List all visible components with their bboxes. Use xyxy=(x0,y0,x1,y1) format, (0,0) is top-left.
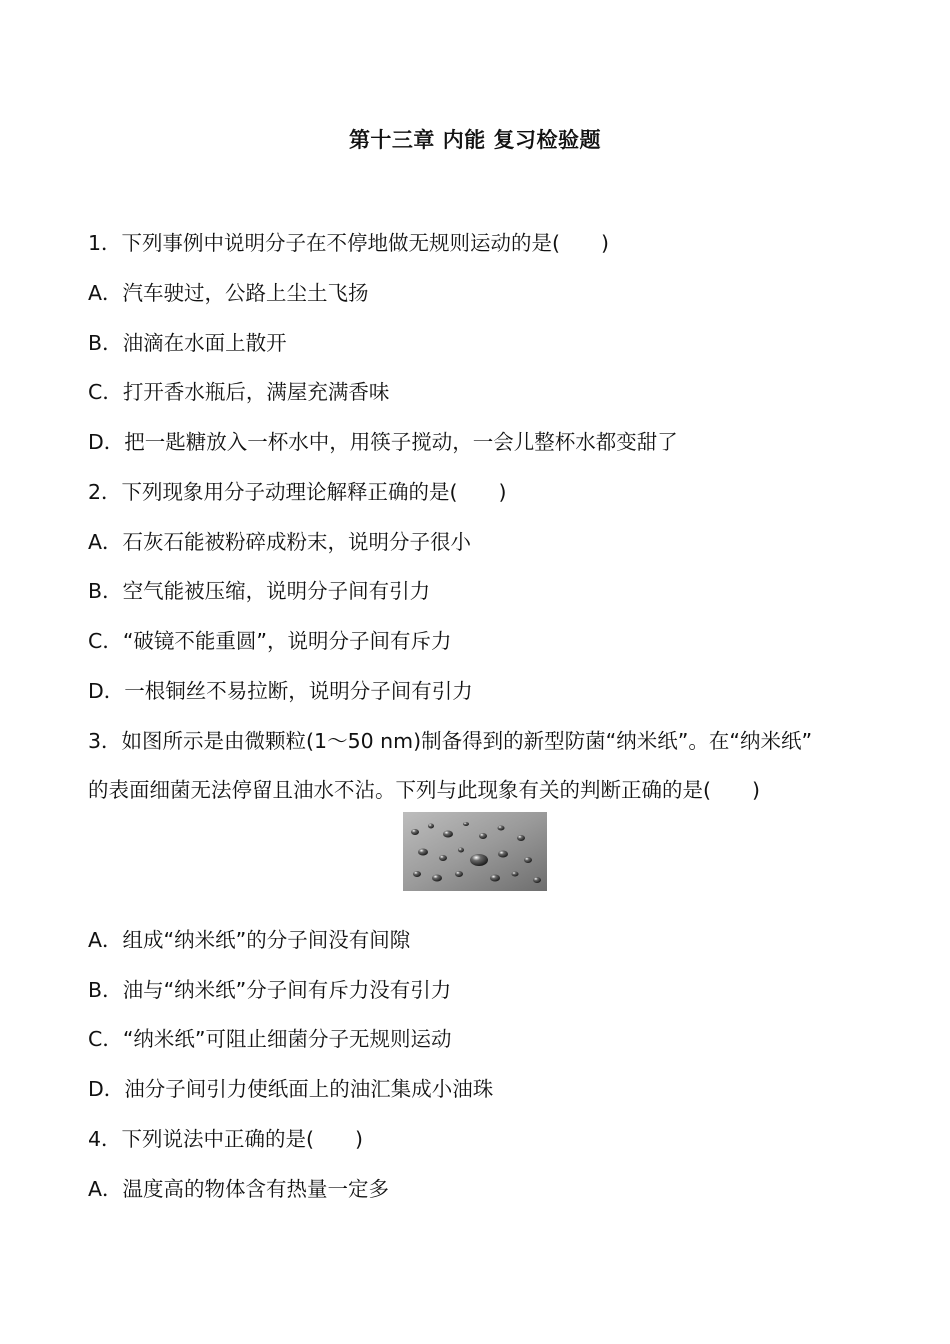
question-1-option-a: A．汽车驶过，公路上尘土飞扬 xyxy=(88,281,369,305)
question-3-option-b: B．油与“纳米纸”分子间有斥力没有引力 xyxy=(88,978,452,1002)
question-2-option-a: A．石灰石能被粉碎成粉末，说明分子很小 xyxy=(88,530,472,554)
question-3-option-c: C．“纳米纸”可阻止细菌分子无规则运动 xyxy=(88,1027,452,1051)
question-1-option-d: D．把一匙糖放入一杯水中，用筷子搅动，一会儿整杯水都变甜了 xyxy=(88,430,678,454)
nano-paper-water-droplets-image xyxy=(403,812,547,891)
question-3-option-d: D．油分子间引力使纸面上的油汇集成小油珠 xyxy=(88,1077,494,1101)
question-3-stem-line-1: 3．如图所示是由微颗粒(1～50 nm)制备得到的新型防菌“纳米纸”。在“纳米纸” xyxy=(88,729,813,753)
question-3-option-a: A．组成“纳米纸”的分子间没有间隙 xyxy=(88,928,411,952)
question-1-option-b: B．油滴在水面上散开 xyxy=(88,331,287,355)
page-title: 第十三章 内能 复习检验题 xyxy=(348,128,602,152)
question-2-option-d: D．一根铜丝不易拉断，说明分子间有引力 xyxy=(88,679,473,703)
question-1-option-c: C．打开香水瓶后，满屋充满香味 xyxy=(88,380,390,404)
question-3-stem-line-2: 的表面细菌无法停留且油水不沾。下列与此现象有关的判断正确的是( ) xyxy=(88,778,760,802)
question-2-option-b: B．空气能被压缩，说明分子间有引力 xyxy=(88,579,431,603)
question-1-stem: 1．下列事例中说明分子在不停地做无规则运动的是( ) xyxy=(88,231,610,255)
question-4-stem: 4．下列说法中正确的是( ) xyxy=(88,1127,364,1151)
question-2-option-c: C．“破镜不能重圆”，说明分子间有斥力 xyxy=(88,629,452,653)
question-2-stem: 2．下列现象用分子动理论解释正确的是( ) xyxy=(88,480,507,504)
question-4-option-a: A．温度高的物体含有热量一定多 xyxy=(88,1177,390,1201)
